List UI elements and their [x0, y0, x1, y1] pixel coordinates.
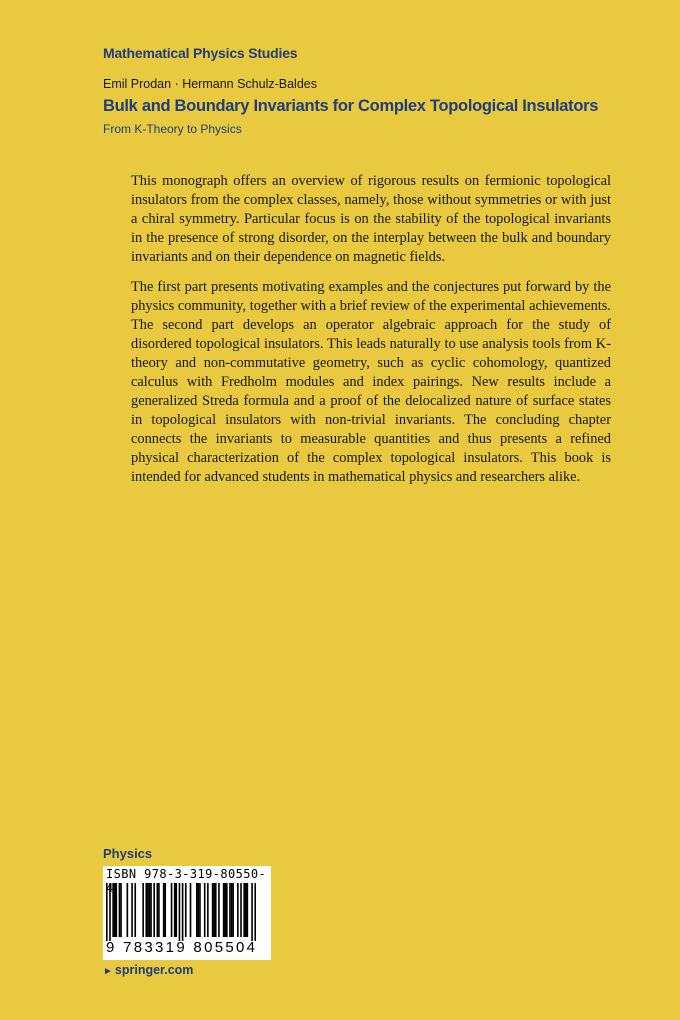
- barcode-bar: [218, 883, 220, 937]
- barcode-bar: [175, 883, 177, 937]
- barcode-number: 9 783319 805504: [106, 939, 258, 956]
- barcode-bar: [147, 883, 149, 937]
- barcode-bar: [251, 883, 253, 941]
- barcode-bar: [174, 883, 176, 937]
- barcode-bar: [112, 883, 114, 937]
- barcode-bar: [127, 883, 129, 937]
- barcode-bar: [213, 883, 215, 937]
- barcode-bar: [164, 883, 166, 937]
- barcode-bar: [229, 883, 231, 937]
- subject-category: Physics: [103, 846, 153, 861]
- barcode-bar: [109, 883, 111, 941]
- barcode-bar: [134, 883, 136, 937]
- barcode-bar: [204, 883, 206, 937]
- barcode-bar: [215, 883, 217, 937]
- barcode-bar: [153, 883, 155, 937]
- series-title: Mathematical Physics Studies: [103, 45, 298, 61]
- barcode-bar: [149, 883, 151, 937]
- barcode-bar: [232, 883, 234, 937]
- barcode-bars: [106, 883, 256, 941]
- arrow-right-icon: ►: [103, 966, 113, 977]
- barcode-bar: [185, 883, 187, 937]
- barcode-bar: [131, 883, 133, 937]
- description-paragraph-2: The first part presents motivating examples and the conjectures put forward by the physics community, together with a brief review of the experimental achievements. The second part develops an operator algebraic approach for the study of disordered topological insulators. This leads naturally to use analysis tools from K-theory and non-commutative geometry, such as cyclic cohomology, quantized calculus with Fredholm modules and index pairings. New results include a generalized Streda formula and a proof of the delocalized nature of surface states in topological insulators with non-trivial invariants. The concluding chapter connects the invariants to measurable quantities and thus presents a refined physical characterization of the complex topological insulators. This book is intended for advanced students in mathematical physics and researchers alike.: [131, 279, 611, 485]
- barcode-bar: [182, 883, 184, 941]
- barcode-bar: [231, 883, 233, 937]
- barcode-bar: [120, 883, 122, 937]
- barcode-bar: [179, 883, 181, 941]
- barcode-bar: [212, 883, 214, 937]
- barcode-bar: [245, 883, 247, 937]
- barcode-bar: [226, 883, 228, 937]
- barcode-bar: [199, 883, 201, 937]
- barcode-bar: [243, 883, 245, 937]
- barcode-bar: [247, 883, 249, 937]
- barcode-bar: [171, 883, 173, 937]
- book-title: Bulk and Boundary Invariants for Complex Topological Insulators: [103, 97, 599, 115]
- barcode-bar: [115, 883, 117, 937]
- publisher-website[interactable]: [103, 963, 193, 977]
- barcode-bar: [145, 883, 147, 937]
- barcode-bar: [163, 883, 165, 937]
- barcode-bar: [196, 883, 198, 937]
- book-subtitle: From K-Theory to Physics: [103, 122, 242, 136]
- barcode-bar: [114, 883, 116, 937]
- website-label: springer.com: [114, 963, 194, 977]
- barcode-bar: [223, 883, 225, 937]
- barcode-bar: [240, 883, 242, 937]
- barcode-bar: [198, 883, 200, 937]
- barcode-bar: [207, 883, 209, 937]
- barcode-bar: [158, 883, 160, 937]
- description-paragraph-1: This monograph offers an overview of rigorous results on fermionic topological insulators from the complex classes, namely, those without symmetries or with just a chiral symmetry. Particular focus is on the stability of the topological invariants in the presence of strong disorder, on the interplay between the bulk and boundary invariants and on their dependence on magnetic fields.: [131, 173, 611, 265]
- barcode-bar: [237, 883, 239, 937]
- barcode-bar: [190, 883, 192, 937]
- barcode-bar: [224, 883, 226, 937]
- barcode-bar: [157, 883, 159, 937]
- barcode-bar: [142, 883, 144, 937]
- barcode-bar: [150, 883, 152, 937]
- barcode-bar: [106, 883, 108, 941]
- isbn-label: ISBN 978-3-319-80550-: [106, 867, 267, 881]
- barcode-bar: [119, 883, 121, 937]
- authors: Emil Prodan · Hermann Schulz-Baldes: [103, 77, 317, 91]
- isbn-barcode: [103, 866, 271, 960]
- barcode-bar: [254, 883, 256, 941]
